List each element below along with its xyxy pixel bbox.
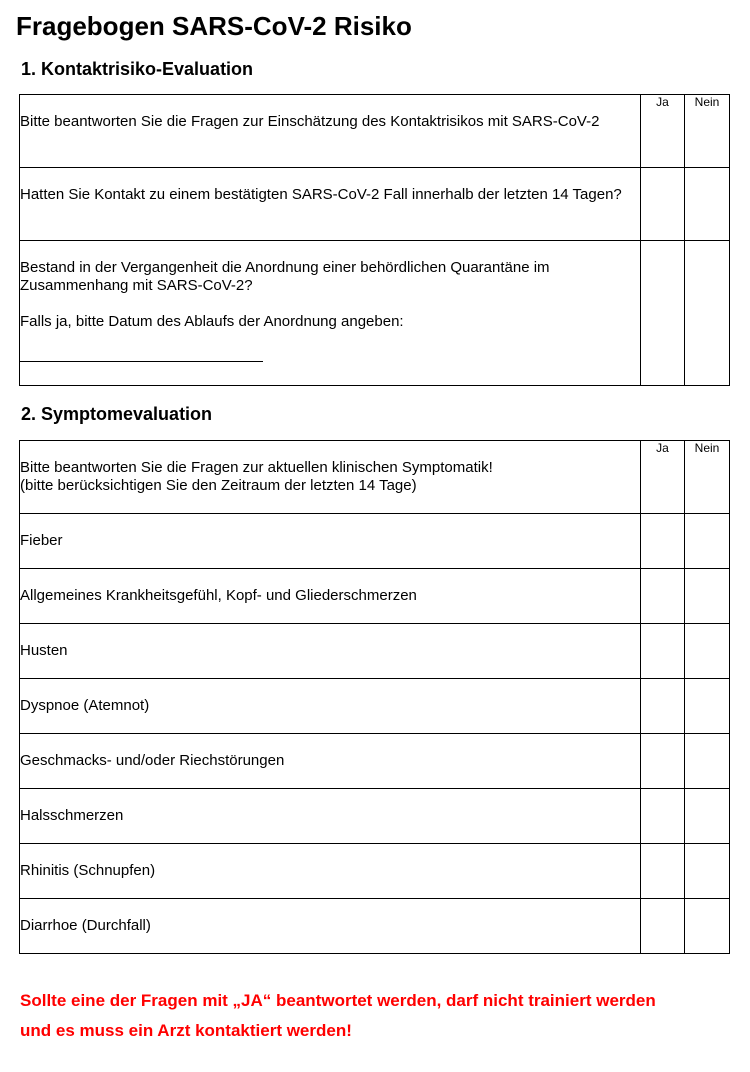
answer-nein-checkbox[interactable]: [685, 569, 730, 624]
symptom-header-line2: (bitte berücksichtigen Sie den Zeitraum der letzten 14 Tage): [20, 477, 417, 494]
question-text: Hatten Sie Kontakt zu einem bestätigten SARS-CoV-2 Fall innerhalb der letzten 14 Tagen?: [20, 168, 641, 241]
answer-ja-checkbox[interactable]: [641, 844, 685, 899]
warning-line1: Sollte eine der Fragen mit „JA“ beantwortet werden, darf nicht trainiert werden: [20, 991, 656, 1010]
table-row: [20, 789, 730, 844]
followup-text: Falls ja, bitte Datum des Ablaufs der Anordnung angeben:: [20, 313, 404, 330]
table-row: [20, 569, 730, 624]
warning-line2: und es muss ein Arzt kontaktiert werden!: [20, 1021, 352, 1040]
answer-nein-checkbox[interactable]: [685, 241, 730, 386]
symptom-label: Dyspnoe (Atemnot): [20, 679, 641, 734]
question-text: Bestand in der Vergangenheit die Anordnung einer behördlichen Quarantäne im Zusammenhang mit SARS-CoV-2?: [20, 259, 550, 294]
table-row: [20, 514, 730, 569]
symptom-label: Diarrhoe (Durchfall): [20, 899, 641, 954]
answer-nein-checkbox[interactable]: [685, 679, 730, 734]
column-header-nein: Nein: [685, 441, 730, 514]
answer-ja-checkbox[interactable]: [641, 168, 685, 241]
symptom-header-row: [20, 441, 730, 514]
symptom-header-question: [20, 441, 641, 514]
answer-nein-checkbox[interactable]: [685, 624, 730, 679]
answer-ja-checkbox[interactable]: [641, 899, 685, 954]
table-row: [20, 679, 730, 734]
section-heading-symptoms: 2. Symptomevaluation: [21, 404, 213, 424]
answer-nein-checkbox[interactable]: [685, 514, 730, 569]
table-row: [20, 624, 730, 679]
column-header-nein: Nein: [685, 95, 730, 168]
answer-ja-checkbox[interactable]: [641, 734, 685, 789]
warning-notice: [20, 986, 735, 1046]
symptom-label: Halsschmerzen: [20, 789, 641, 844]
table-row: [20, 168, 730, 241]
page-title: Fragebogen SARS-CoV-2 Risiko: [16, 11, 412, 41]
section-heading-contact-risk: 1. Kontaktrisiko-Evaluation: [21, 59, 254, 79]
symptom-label: Rhinitis (Schnupfen): [20, 844, 641, 899]
answer-ja-checkbox[interactable]: [641, 789, 685, 844]
answer-nein-checkbox[interactable]: [685, 899, 730, 954]
answer-ja-checkbox[interactable]: [641, 624, 685, 679]
answer-ja-checkbox[interactable]: [641, 679, 685, 734]
symptom-label: Husten: [20, 624, 641, 679]
date-entry-line[interactable]: [20, 361, 263, 362]
symptom-label: Allgemeines Krankheitsgefühl, Kopf- und Gliederschmerzen: [20, 569, 641, 624]
column-header-ja: Ja: [641, 441, 685, 514]
contact-risk-header-question: Bitte beantworten Sie die Fragen zur Einschätzung des Kontaktrisikos mit SARS-CoV-2: [20, 95, 641, 168]
answer-nein-checkbox[interactable]: [685, 844, 730, 899]
table-row: [20, 734, 730, 789]
contact-risk-table: [19, 94, 730, 386]
symptom-label: Fieber: [20, 514, 641, 569]
answer-ja-checkbox[interactable]: [641, 241, 685, 386]
table-row: [20, 844, 730, 899]
answer-nein-checkbox[interactable]: [685, 789, 730, 844]
answer-ja-checkbox[interactable]: [641, 569, 685, 624]
answer-nein-checkbox[interactable]: [685, 734, 730, 789]
column-header-ja: Ja: [641, 95, 685, 168]
symptom-table: [19, 440, 730, 954]
contact-risk-header-row: [20, 95, 730, 168]
table-row: [20, 241, 730, 386]
table-row: [20, 899, 730, 954]
answer-ja-checkbox[interactable]: [641, 514, 685, 569]
question-cell: [20, 241, 641, 386]
answer-nein-checkbox[interactable]: [685, 168, 730, 241]
symptom-header-line1: Bitte beantworten Sie die Fragen zur aktuellen klinischen Symptomatik!: [20, 459, 493, 476]
symptom-label: Geschmacks- und/oder Riechstörungen: [20, 734, 641, 789]
